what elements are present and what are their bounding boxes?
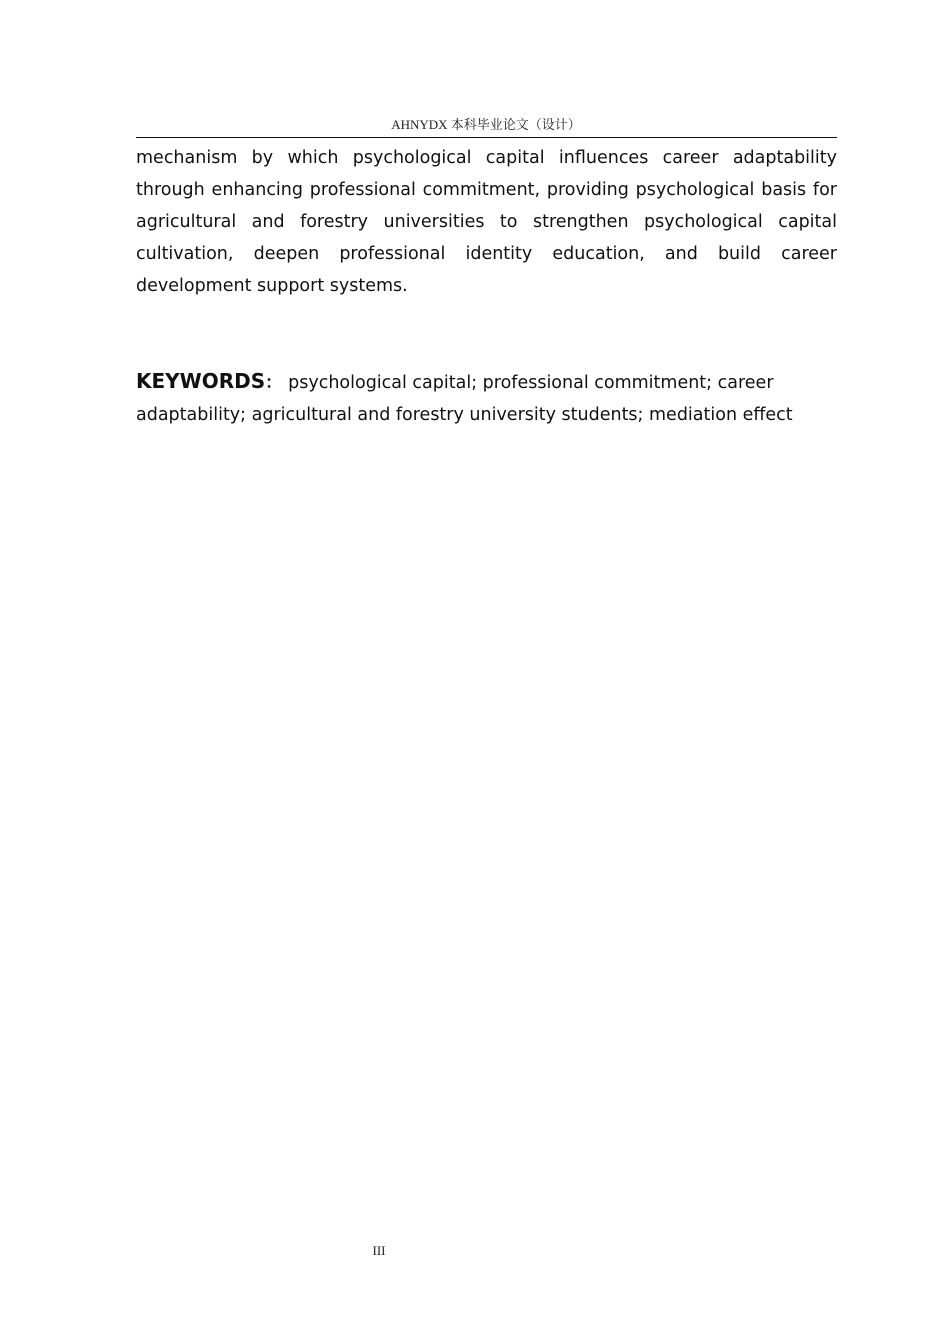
keywords-text: psychological capital; professional commitment; career adaptability; agricultural and forestry university students; mediation effect (136, 373, 793, 425)
keywords-block (136, 365, 837, 431)
header-rule (136, 137, 837, 138)
keywords-separator: ： (265, 373, 283, 393)
abstract-paragraph: mechanism by which psychological capital influences career adaptability through enhancing professional commitment, providing psychological basis for agricultural and forestry universities to strengthen psychological capital cultivation, deepen professional identity education, and build career development support systems. (136, 148, 837, 296)
keywords-label: KEYWORDS (136, 369, 266, 393)
page-number: III (372, 1243, 386, 1258)
running-header: AHNYDX 本科毕业论文（设计） (391, 117, 581, 132)
